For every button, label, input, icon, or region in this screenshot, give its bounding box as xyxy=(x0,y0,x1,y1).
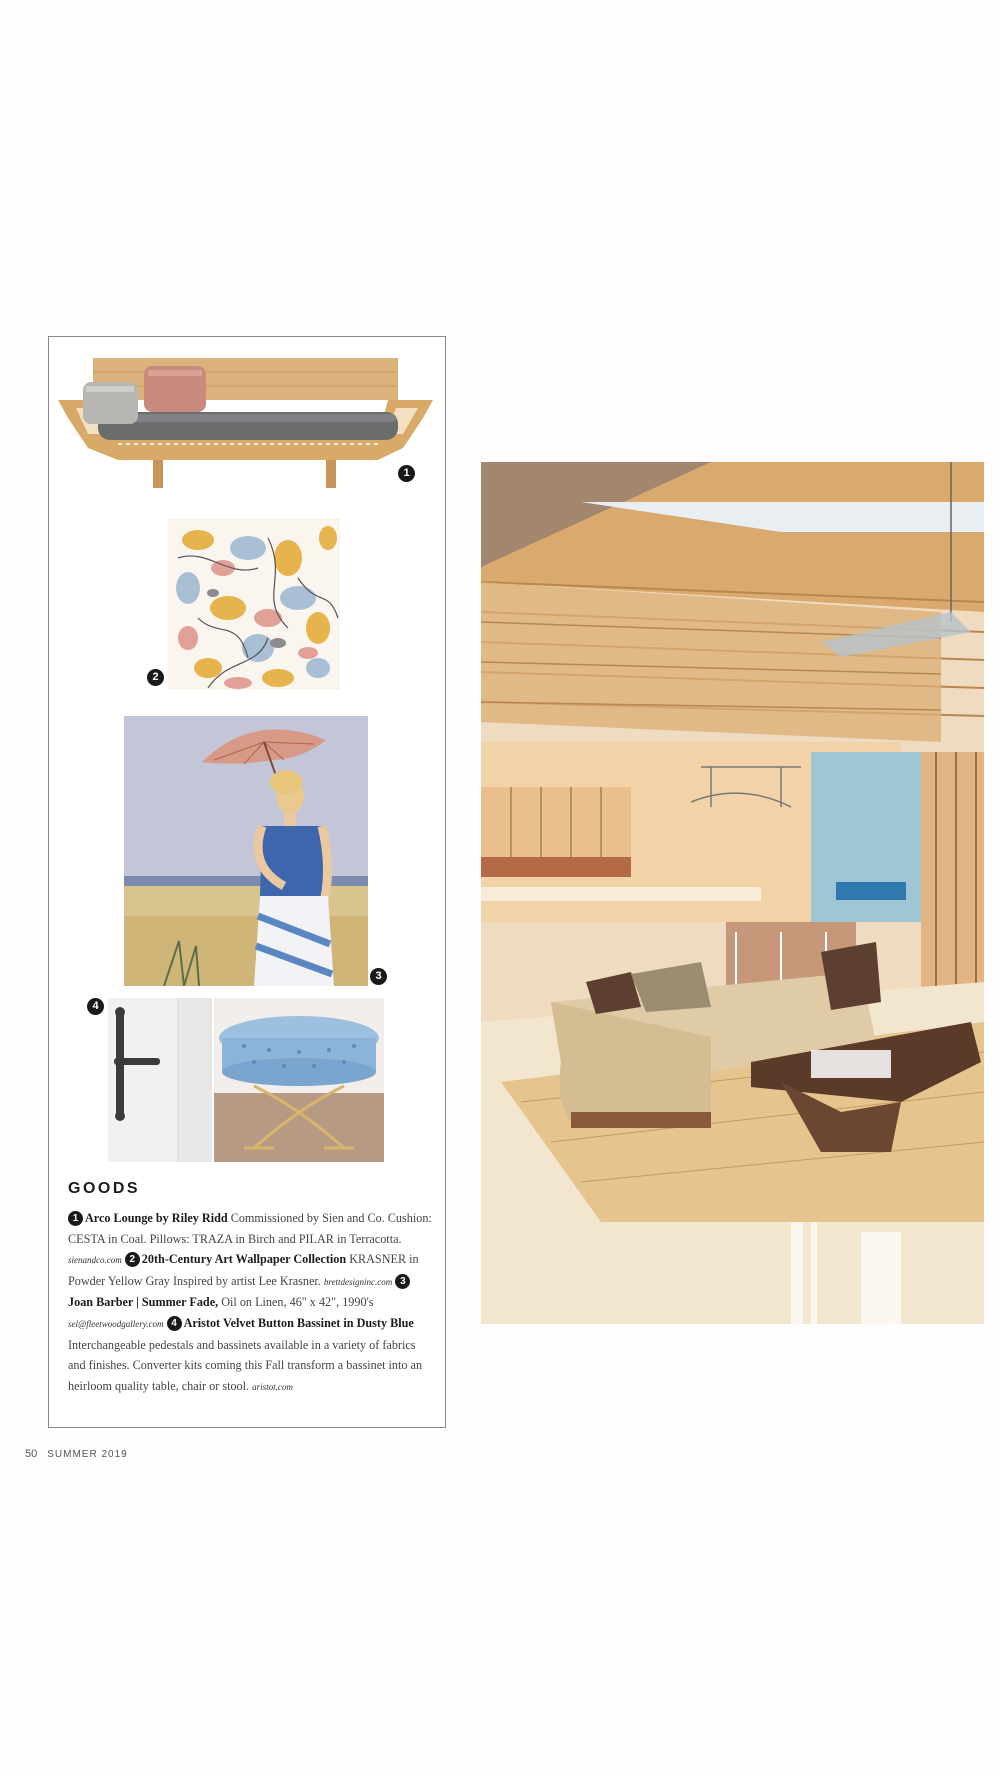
item-desc-2: KRASNER in Powder Yellow Gray Inspired by artist Lee Krasner. xyxy=(68,1252,419,1288)
daybed-photo-icon xyxy=(58,348,438,496)
goods-heading: GOODS xyxy=(68,1180,141,1197)
item-marker-1: 1 xyxy=(398,465,415,482)
parasol-woman-painting-icon xyxy=(124,716,368,986)
tufted-bassinet-icon xyxy=(214,998,384,1162)
item-marker-2: 2 xyxy=(147,669,164,686)
item-name-3: Joan Barber | Summer Fade, xyxy=(68,1295,219,1310)
caption-marker-2: 2 xyxy=(125,1252,140,1267)
item-name-2: 20th-Century Art Wallpaper Collection xyxy=(141,1252,347,1267)
item-desc-1: Commissioned by Sien and Co. Cushion: CESTA in Coal. Pillows: TRAZA in Birch and PILAR in Terracotta. xyxy=(68,1211,432,1246)
item-marker-4: 4 xyxy=(87,998,104,1015)
item-marker-3: 3 xyxy=(370,968,387,985)
item-name-1: Arco Lounge by Riley Ridd xyxy=(85,1211,228,1225)
item-desc-4: Interchangeable pedestals and bassinets available in a variety of fabrics and finishes. Converter kits coming this Fall transform a bassinet into an heirloom quality table, chair or stool. xyxy=(68,1337,423,1393)
issue-label: SUMMER 2019 xyxy=(47,1449,128,1460)
item-url-4[interactable]: aristot.com xyxy=(252,1381,293,1392)
goods-caption xyxy=(68,1208,434,1397)
item-url-3[interactable]: sel@fleetwoodgallery.com xyxy=(68,1318,164,1329)
item-desc-3: Oil on Linen, 46" x 42", 1990's xyxy=(221,1295,374,1310)
page-folio xyxy=(25,1448,128,1460)
item-url-1[interactable]: sienandco.com xyxy=(68,1255,122,1266)
item-name-4: Aristot Velvet Button Bassinet in Dusty Blue xyxy=(183,1315,414,1330)
floral-wallpaper-icon xyxy=(168,518,340,690)
caption-marker-3: 3 xyxy=(395,1274,410,1289)
interior-sketch-illustration xyxy=(481,462,984,1324)
caption-marker-4: 4 xyxy=(167,1316,182,1331)
item-url-2[interactable]: brettdesigninc.com xyxy=(323,1276,393,1287)
caption-marker-1: 1 xyxy=(68,1211,83,1226)
page-number: 50 xyxy=(25,1448,38,1460)
door-handle-icon xyxy=(108,998,212,1162)
